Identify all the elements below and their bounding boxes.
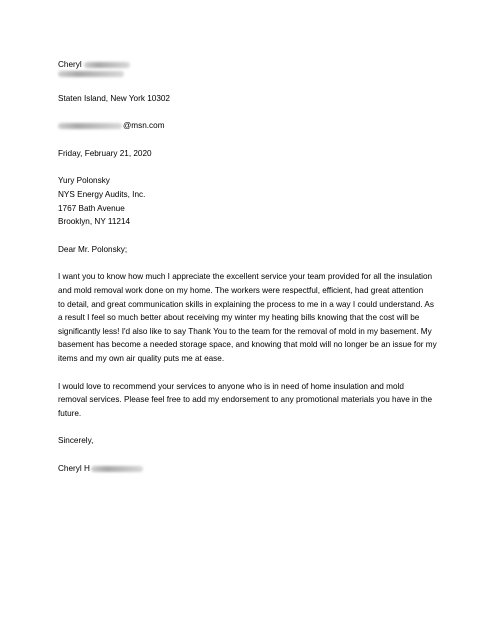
closing: Sincerely, xyxy=(58,436,94,446)
recipient-city: Brooklyn, NY 11214 xyxy=(58,217,131,227)
paragraph-line: basement has become a needed storage space, and knowing that mold will no longer be an issue for my xyxy=(58,340,437,350)
recipient-name: Yury Polonsky xyxy=(58,176,110,186)
recipient-street: 1767 Bath Avenue xyxy=(58,203,125,213)
letter-date: Friday, February 21, 2020 xyxy=(58,148,152,158)
salutation: Dear Mr. Polonsky; xyxy=(58,244,128,254)
signature-line xyxy=(58,462,430,476)
letter xyxy=(58,58,437,475)
redacted-street-line xyxy=(58,70,430,78)
paragraph-line: removal services. Please feel free to add my endorsement to any promotional materials you have in the xyxy=(58,395,433,405)
paragraph-line: a result I feel so much better about receiving my winter my heating bills knowing that the cost will be xyxy=(58,313,420,323)
paragraph-line: to detail, and great communication skills in explaining the process to me in a way I could understand. As xyxy=(58,299,434,309)
paragraph-line: significantly less! I'd also like to say Thank You to the team for the removal of mold in my basement. My xyxy=(58,326,432,336)
sender-address: Staten Island, New York 10302 xyxy=(58,93,170,103)
signature-last-initial: H xyxy=(83,463,90,473)
redacted-email-user xyxy=(58,123,122,129)
recipient-block xyxy=(58,174,430,228)
redacted-last-name xyxy=(84,62,130,68)
redacted-street-address xyxy=(58,71,124,77)
sender-email-line xyxy=(58,119,430,133)
paragraph-line: I would love to recommend your services to anyone who is in need of home insulation and mold xyxy=(58,381,404,391)
recipient-company: NYS Energy Audits, Inc. xyxy=(58,189,146,199)
paragraph-line: future. xyxy=(58,408,82,418)
paragraph-line: and mold removal work done on my home. The workers were respectful, efficient, had great attention xyxy=(58,285,424,295)
paragraph-line: items and my own air quality puts me at ease. xyxy=(58,353,225,363)
signature-first-name: Cheryl xyxy=(58,463,82,473)
body-paragraph-2 xyxy=(58,380,433,421)
sender-email-domain: @msn.com xyxy=(123,121,165,131)
sender-first-name: Cheryl xyxy=(58,60,82,69)
body-paragraph-1 xyxy=(58,270,437,365)
redacted-signature-last-name xyxy=(91,466,143,472)
paragraph-line: I want you to know how much I appreciate the excellent service your team provided for all the insulation xyxy=(58,272,433,282)
